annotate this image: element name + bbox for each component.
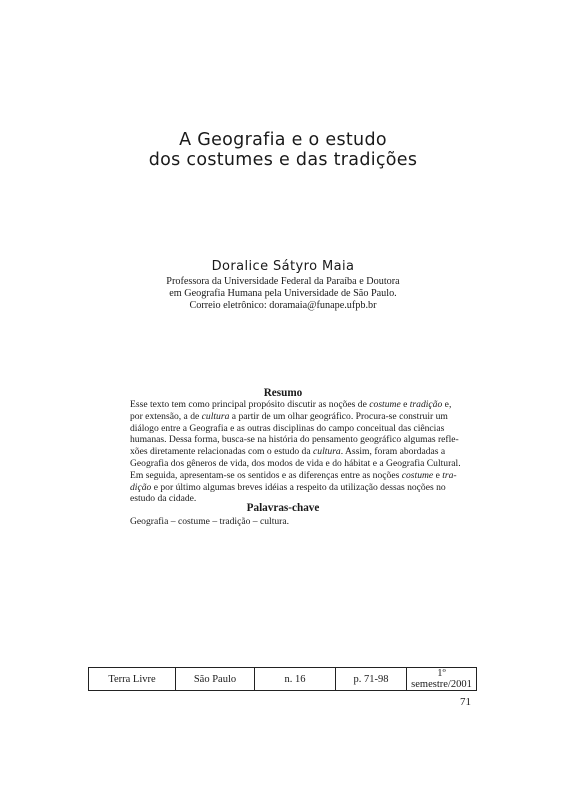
abstract-line: xões diretamente relacionadas com o estudo da cultura. Assim, foram abordadas a bbox=[130, 446, 446, 458]
abstract-line: humanas. Dessa forma, busca-se na história do pensamento geográfico algumas refle- bbox=[130, 434, 459, 446]
keywords-text: Geografia – costume – tradição – cultura. bbox=[130, 516, 290, 527]
abstract-line: Esse texto tem como principal propósito discutir as noções de costume e tradição e, bbox=[130, 399, 452, 410]
journal-issue-cell: n. 16 bbox=[255, 668, 336, 691]
journal-info-table bbox=[88, 667, 477, 691]
abstract-line: Geografia dos gêneros de vida, dos modos de vida e do hábitat e a Geografia Cultural. bbox=[130, 457, 461, 469]
author-affiliation-line: em Geografia Humana pela Universidade de São Paulo. bbox=[169, 288, 397, 299]
page-number: 71 bbox=[460, 696, 471, 708]
abstract-line: estudo da cidade. bbox=[130, 493, 197, 505]
keywords-heading: Palavras-chave bbox=[246, 502, 320, 514]
author-name: Doralice Sátyro Maia bbox=[211, 259, 355, 274]
author-email: Correio eletrônico: doramaia@funape.ufpb.br bbox=[189, 300, 377, 311]
abstract-line: Em seguida, apresentam-se os sentidos e as diferenças entre as noções costume e tra- bbox=[130, 469, 457, 481]
article-title-line-2: dos costumes e das tradições bbox=[148, 150, 418, 170]
abstract-line: dição e por último algumas breves idéias a respeito da utilização dessas noções no bbox=[130, 481, 446, 493]
abstract-line: diálogo entre a Geografia e as outras disciplinas do campo conceitual das ciências bbox=[130, 422, 445, 434]
journal-name-cell: Terra Livre bbox=[89, 668, 176, 691]
abstract-body bbox=[130, 399, 461, 505]
journal-pages-cell: p. 71-98 bbox=[336, 668, 407, 691]
journal-city-cell: São Paulo bbox=[176, 668, 255, 691]
abstract-heading: Resumo bbox=[263, 387, 303, 399]
journal-date-cell: 1º semestre/2001 bbox=[407, 668, 477, 691]
journal-info-row bbox=[89, 668, 477, 691]
abstract-line: por extensão, a de cultura a partir de um olhar geográfico. Procura-se construir um bbox=[130, 410, 448, 422]
author-affiliation-line: Professora da Universidade Federal da Paraíba e Doutora bbox=[166, 276, 400, 287]
article-title-line-1: A Geografia e o estudo bbox=[179, 130, 387, 150]
